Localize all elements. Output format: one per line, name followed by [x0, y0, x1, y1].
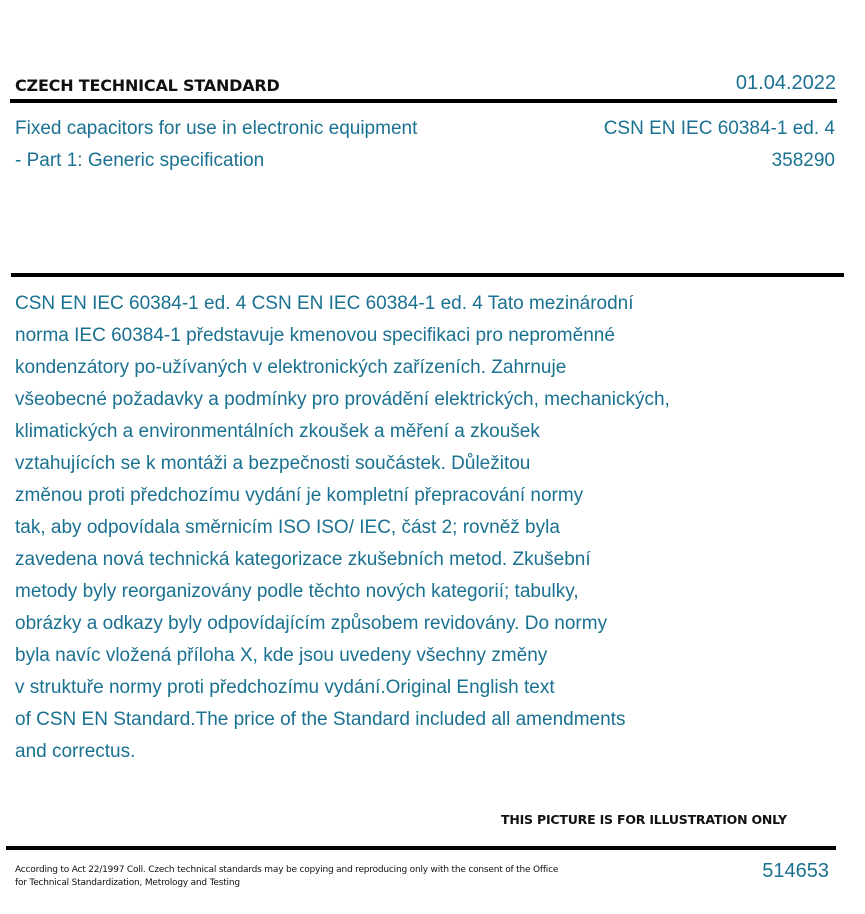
- description-line: and correctus.: [15, 741, 136, 762]
- document-number: 514653: [762, 860, 829, 882]
- document-type-title: CZECH TECHNICAL STANDARD: [15, 76, 280, 95]
- description-line: of CSN EN Standard.The price of the Standard included all amendments: [15, 709, 626, 730]
- description-line: v struktuře normy proti předchozímu vydání.Original English text: [15, 677, 555, 698]
- illustration-note: THIS PICTURE IS FOR ILLUSTRATION ONLY: [501, 812, 787, 827]
- standard-title-line-2: - Part 1: Generic specification: [15, 150, 265, 171]
- description-line: zavedena nová technická kategorizace zkušebních metod. Zkušební: [15, 549, 591, 570]
- footer-rule: [6, 846, 836, 850]
- legal-notice: [15, 864, 558, 890]
- description-line: kondenzátory po-užívaných v elektronických zařízeních. Zahrnuje: [15, 357, 567, 378]
- description-line: byla navíc vložená příloha X, kde jsou uvedeny všechny změny: [15, 645, 548, 666]
- standard-title-line-1: Fixed capacitors for use in electronic equipment: [15, 118, 418, 139]
- description-line: vztahujících se k montáži a bezpečnosti součástek. Důležitou: [15, 453, 531, 474]
- description-line: CSN EN IEC 60384-1 ed. 4 CSN EN IEC 60384-1 ed. 4 Tato mezinárodní: [15, 293, 634, 314]
- standard-code: CSN EN IEC 60384-1 ed. 4: [603, 118, 835, 139]
- classification-number: 358290: [771, 150, 835, 171]
- description-line: norma IEC 60384-1 představuje kmenovou specifikaci pro neproměnné: [15, 325, 615, 346]
- legal-notice-line: for Technical Standardization, Metrology and Testing: [15, 878, 240, 888]
- publication-date: 01.04.2022: [735, 72, 836, 94]
- description-line: změnou proti předchozímu vydání je kompletní přepracování normy: [15, 485, 584, 506]
- legal-notice-line: According to Act 22/1997 Coll. Czech technical standards may be copying and reproducing only with the consent of the Office: [15, 865, 559, 875]
- description-line: všeobecné požadavky a podmínky pro provádění elektrických, mechanických,: [15, 389, 670, 410]
- header-rule: [10, 99, 837, 103]
- description-line: metody byly reorganizovány podle těchto nových kategorií; tabulky,: [15, 581, 579, 602]
- description-line: tak, aby odpovídala směrnicím ISO ISO/ IEC, část 2; rovněž byla: [15, 517, 560, 538]
- description-line: klimatických a environmentálních zkoušek a měření a zkoušek: [15, 421, 540, 442]
- description-line: obrázky a odkazy byly odpovídajícím způsobem revidovány. Do normy: [15, 613, 608, 634]
- standard-description: [15, 288, 815, 768]
- section-rule: [11, 273, 844, 277]
